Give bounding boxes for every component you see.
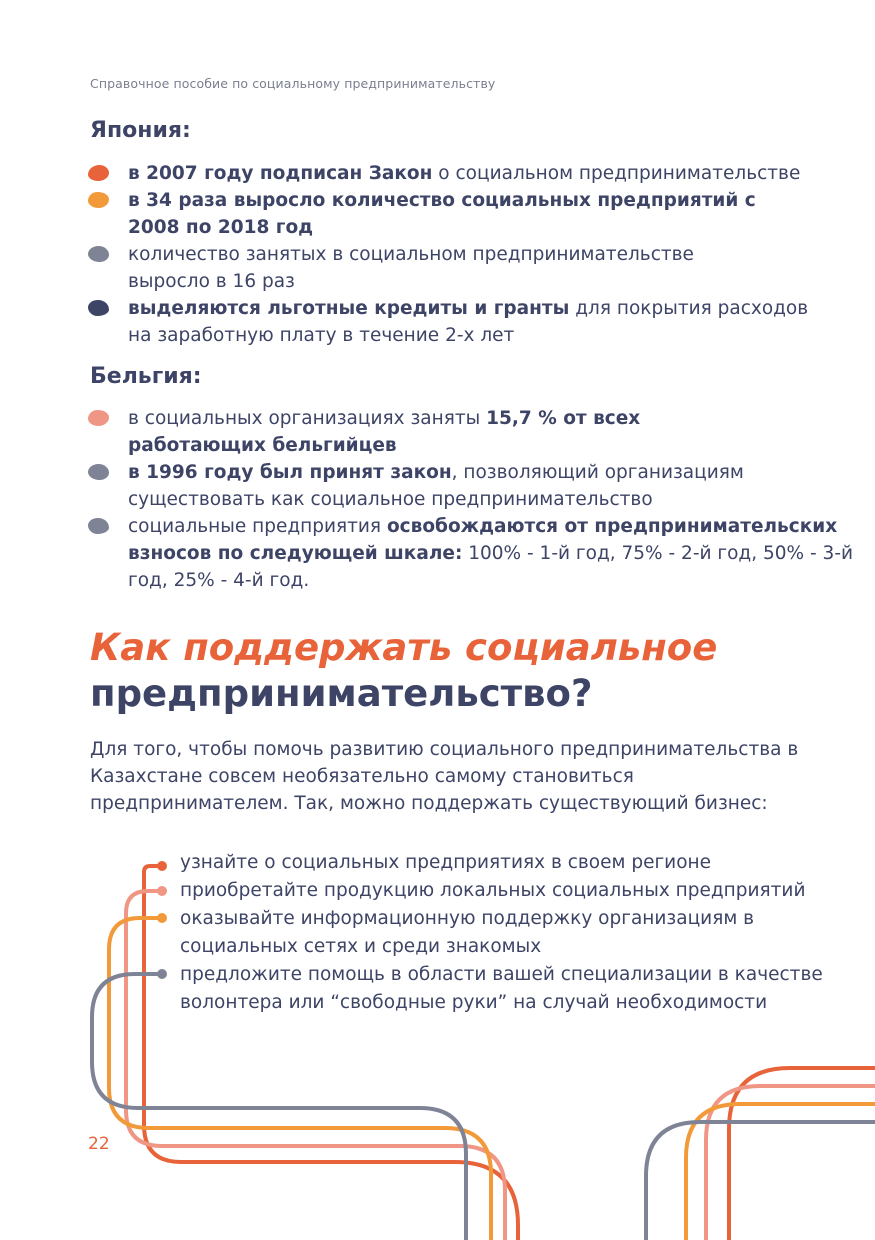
support-item: оказывайте информационную поддержку организациям в социальных сетях и среди знакомых <box>180 908 755 957</box>
item-text: в социальных организациях заняты <box>128 408 487 429</box>
item-text: , позволяющий организациям существовать как социальное предпринимательство <box>128 462 744 510</box>
support-item: узнайте о социальных предприятиях в своем регионе <box>180 852 711 873</box>
item-bold-text: в 1996 году был принят закон <box>128 462 452 483</box>
list-item <box>88 160 828 187</box>
list-item <box>88 187 768 241</box>
japan-list <box>88 160 828 349</box>
item-text: 100% - 1-й год, 75% - 2-й год, 50% - 3-й год, 25% - 4-й год. <box>128 543 854 591</box>
bullet-blob-icon <box>88 300 109 316</box>
item-bold-text: в 2007 году подписан Закон <box>128 163 433 184</box>
item-bold-text: выделяются льготные кредиты и гранты <box>128 298 570 319</box>
support-dot-3 <box>157 913 167 923</box>
bullet-blob-icon <box>88 518 109 534</box>
line-br-gray <box>646 1122 875 1240</box>
bullet-blob-icon <box>88 246 109 262</box>
item-text: для покрытия расходов на заработную плату в течение 2-х лет <box>128 298 809 346</box>
bullet-blob-icon <box>88 192 109 208</box>
intro-paragraph: Для того, чтобы помочь развитию социального предпринимательства в Казахстане совсем необязательно самому становиться предпринимателем. Так, можно поддержать существующий бизнес: <box>90 739 799 814</box>
belgium-list <box>88 405 854 594</box>
section-title-accent: Как поддержать социальное <box>90 626 718 669</box>
page-number: 22 <box>88 1134 110 1154</box>
bullet-blob-icon <box>88 165 109 181</box>
document-header: Справочное пособие по социальному предпринимательству <box>90 76 496 91</box>
belgium-heading: Бельгия: <box>90 364 202 389</box>
section-title: предпринимательство? <box>90 672 593 715</box>
item-text: социальные предприятия <box>128 516 387 537</box>
list-item <box>88 295 828 349</box>
list-item <box>88 241 768 295</box>
support-dot-4 <box>157 969 167 979</box>
japan-heading: Япония: <box>90 118 191 143</box>
line-br-light-orange <box>686 1104 875 1240</box>
item-bold-text: в 34 раза выросло количество социальных предприятий с 2008 по 2018 год <box>128 190 756 238</box>
list-item <box>88 513 873 594</box>
item-bold-text: освобождаются от предпринимательских взносов по следующей шкале: <box>128 516 838 564</box>
item-text: количество занятых в социальном предпринимательстве выросло в 16 раз <box>128 244 694 292</box>
line-br-orange <box>729 1068 875 1240</box>
support-dot-1 <box>157 861 167 871</box>
support-item: предложите помощь в области вашей специализации в качестве волонтера или “свободные руки” на случай необходимости <box>180 964 823 1013</box>
list-item <box>88 405 688 459</box>
support-item: приобретайте продукцию локальных социальных предприятий <box>180 880 806 901</box>
support-dot-2 <box>157 886 167 896</box>
bullet-blob-icon <box>88 464 109 480</box>
item-bold-text: 15,7 % от всех работающих бельгийцев <box>128 408 641 456</box>
support-list <box>180 849 840 1017</box>
bullet-blob-icon <box>88 410 109 426</box>
item-text: о социальном предпринимательстве <box>432 163 801 184</box>
list-item <box>88 459 818 513</box>
